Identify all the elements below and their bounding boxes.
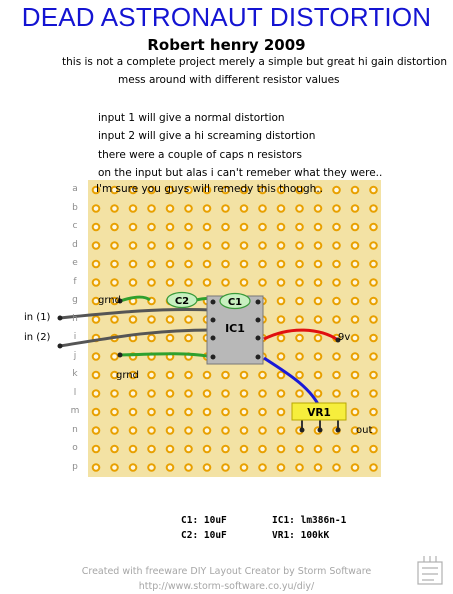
board-pad (93, 390, 100, 397)
board-pad (185, 242, 192, 249)
board-pad (130, 390, 137, 397)
parts-list-vr1: VR1: 100kK (272, 530, 330, 541)
board-pad (241, 261, 248, 268)
board-pad (148, 316, 155, 323)
board-pad (204, 205, 211, 212)
row-label-p: p (72, 461, 78, 472)
board-pad (333, 187, 340, 194)
board-pad (167, 427, 174, 434)
vr1-pin-1 (300, 428, 305, 433)
board-pad (204, 242, 211, 249)
ic-pin-5 (256, 355, 261, 360)
board-pad (222, 279, 229, 286)
board-pad (278, 372, 285, 379)
input1-terminal (58, 316, 63, 321)
board-pad (333, 279, 340, 286)
board-pad (111, 390, 118, 397)
board-pad (296, 316, 303, 323)
board-pad (93, 446, 100, 453)
board-pad (278, 353, 285, 360)
row-label-h: h (72, 313, 78, 324)
board-pad (130, 205, 137, 212)
board-pad (111, 427, 118, 434)
board-pad (167, 464, 174, 471)
board-pad (222, 446, 229, 453)
board-pad (370, 446, 377, 453)
board-pad (167, 316, 174, 323)
board-pad (296, 335, 303, 342)
vr1-pin-3 (336, 428, 341, 433)
board-pad (315, 224, 322, 231)
board-pad (222, 242, 229, 249)
ground-label-top: grnd (98, 295, 121, 306)
board-pad (185, 224, 192, 231)
board-pad (352, 335, 359, 342)
board-pad (111, 353, 118, 360)
board-pad (241, 464, 248, 471)
board-pad (315, 446, 322, 453)
board-pad (130, 409, 137, 416)
board-pad (333, 261, 340, 268)
board-pad (93, 279, 100, 286)
ic-pin-7 (256, 318, 261, 323)
board-pad (296, 390, 303, 397)
board-pad (111, 446, 118, 453)
board-pad (278, 335, 285, 342)
board-pad (204, 427, 211, 434)
board-pad (278, 446, 285, 453)
board-pad (259, 372, 266, 379)
board-pad (167, 224, 174, 231)
board-pad (185, 261, 192, 268)
row-label-o: o (72, 443, 78, 453)
board-pad (148, 335, 155, 342)
row-label-l: l (73, 387, 77, 398)
board-pad (370, 409, 377, 416)
ic1-label: IC1 (225, 322, 245, 335)
board-pad (370, 224, 377, 231)
row-label-e: e (72, 258, 78, 268)
board-pad (370, 242, 377, 249)
board-pad (278, 205, 285, 212)
board-pad (259, 390, 266, 397)
board-pad (296, 242, 303, 249)
board-pad (222, 427, 229, 434)
board-pad (333, 242, 340, 249)
board-pad (222, 261, 229, 268)
board-pad (370, 316, 377, 323)
board-pad (222, 390, 229, 397)
board-pad (93, 464, 100, 471)
board-pad (222, 409, 229, 416)
board-pad (278, 409, 285, 416)
row-label-m: m (70, 406, 80, 416)
board-pad (185, 335, 192, 342)
board-pad (370, 279, 377, 286)
board-pad (352, 446, 359, 453)
output-label: out (356, 425, 373, 436)
board-pad (167, 205, 174, 212)
board-pad (352, 353, 359, 360)
board-pad (370, 372, 377, 379)
board-pad (278, 316, 285, 323)
board-pad (296, 261, 303, 268)
board-pad (259, 242, 266, 249)
board-pad (259, 427, 266, 434)
board-pad (111, 316, 118, 323)
board-pad (148, 242, 155, 249)
board-pad (222, 464, 229, 471)
parts-list-c2: C2: 10uF (181, 530, 227, 541)
board-pad (278, 464, 285, 471)
board-pad (185, 316, 192, 323)
board-pad (167, 279, 174, 286)
board-pad (185, 279, 192, 286)
board-pad (204, 409, 211, 416)
board-pad (352, 187, 359, 194)
input1-label: in (1) (24, 312, 51, 323)
board-pad (148, 446, 155, 453)
board-pad (370, 335, 377, 342)
board-pad (148, 464, 155, 471)
board-pad (315, 390, 322, 397)
board-pad (241, 446, 248, 453)
board-pad (204, 446, 211, 453)
board-pad (315, 353, 322, 360)
board-pad (185, 446, 192, 453)
board-pad (315, 205, 322, 212)
board-pad (93, 353, 100, 360)
board-pad (185, 409, 192, 416)
board-pad (185, 372, 192, 379)
note-line-4: input 2 will give a hi screaming distortion (98, 130, 316, 142)
board-pad (315, 298, 322, 305)
board-pad (222, 372, 229, 379)
board-pad (315, 279, 322, 286)
ground-bottom-terminal (118, 353, 123, 358)
board-pad (352, 242, 359, 249)
board-pad (148, 205, 155, 212)
board-pad (278, 224, 285, 231)
page-title: DEAD ASTRONAUT DISTORTION (21, 2, 432, 32)
c2-label: C2 (174, 296, 190, 307)
board-pad (167, 409, 174, 416)
board-pad (333, 353, 340, 360)
board-pad (333, 390, 340, 397)
board-pad (93, 372, 100, 379)
board-pad (296, 298, 303, 305)
board-pad (370, 353, 377, 360)
c1-label: C1 (227, 297, 243, 308)
board-pad (241, 372, 248, 379)
board-pad (278, 298, 285, 305)
board-pad (148, 372, 155, 379)
note-line-5: there were a couple of caps n resistors (98, 149, 302, 161)
board-pad (352, 261, 359, 268)
board-pad (204, 279, 211, 286)
board-pad (185, 427, 192, 434)
board-pad (315, 261, 322, 268)
board-pad (93, 242, 100, 249)
board-pad (352, 316, 359, 323)
board-pad (241, 224, 248, 231)
board-pad (352, 372, 359, 379)
input2-label: in (2) (24, 332, 51, 343)
vr1-pin-2 (318, 428, 323, 433)
board-pad (204, 224, 211, 231)
board-pad (370, 187, 377, 194)
board-pad (333, 298, 340, 305)
board-pad (278, 261, 285, 268)
row-label-f: f (73, 276, 77, 287)
board-pad (278, 242, 285, 249)
board-pad (259, 464, 266, 471)
board-pad (333, 446, 340, 453)
parts-list-c1: C1: 10uF (181, 515, 227, 526)
board-pad (352, 205, 359, 212)
note-line-7: I'm sure you guys will remedy this though.. (96, 183, 324, 195)
board-pad (352, 224, 359, 231)
board-pad (370, 298, 377, 305)
input2-terminal (58, 344, 63, 349)
row-label-d: d (72, 239, 78, 250)
board-pad (204, 261, 211, 268)
board-pad (93, 224, 100, 231)
board-pad (148, 390, 155, 397)
board-pad (148, 261, 155, 268)
board-pad (130, 224, 137, 231)
power-label: 9v (338, 332, 351, 343)
ic-pin-1 (211, 300, 216, 305)
ground-label-bottom: grnd (116, 370, 139, 381)
board-pad (204, 372, 211, 379)
parts-list-ic1: IC1: lm386n-1 (272, 515, 347, 526)
board-pad (241, 409, 248, 416)
board-pad (241, 427, 248, 434)
board-pad (259, 446, 266, 453)
ic-pin-8 (256, 300, 261, 305)
board-pad (241, 242, 248, 249)
board-pad (352, 464, 359, 471)
board-pad (315, 316, 322, 323)
board-pad (296, 205, 303, 212)
board-pad (296, 224, 303, 231)
note-line-2: mess around with different resistor values (118, 74, 340, 86)
board-pad (167, 261, 174, 268)
board-pad (370, 261, 377, 268)
board-pad (259, 224, 266, 231)
board-pad (130, 279, 137, 286)
board-pad (241, 205, 248, 212)
board-pad (93, 261, 100, 268)
board-pad (352, 409, 359, 416)
ic-pin-3 (211, 336, 216, 341)
board-pad (111, 205, 118, 212)
row-label-n: n (72, 424, 78, 435)
row-label-a: a (72, 184, 78, 194)
board-pad (333, 372, 340, 379)
board-pad (148, 427, 155, 434)
board-pad (296, 372, 303, 379)
board-pad (333, 205, 340, 212)
row-label-c: c (72, 221, 78, 231)
board-pad (315, 372, 322, 379)
board-pad (185, 205, 192, 212)
board-pad (111, 224, 118, 231)
board-pad (185, 390, 192, 397)
board-pad (352, 298, 359, 305)
row-label-b: b (72, 202, 78, 213)
board-pad (315, 242, 322, 249)
board-pad (130, 242, 137, 249)
ic-pin-6 (256, 336, 261, 341)
board-pad (93, 316, 100, 323)
board-pad (370, 390, 377, 397)
board-pad (130, 464, 137, 471)
board-pad (333, 464, 340, 471)
board-pad (296, 446, 303, 453)
board-pad (259, 205, 266, 212)
board-pad (241, 390, 248, 397)
board-pad (333, 224, 340, 231)
board-pad (315, 335, 322, 342)
board-pad (278, 427, 285, 434)
note-line-6: on the input but alas i can't remeber what they were.. (98, 167, 383, 179)
vr1-label: VR1 (307, 407, 331, 419)
footer-credit: Created with freeware DIY Layout Creator by Storm Software (81, 566, 372, 577)
board-pad (130, 261, 137, 268)
board-pad (204, 464, 211, 471)
board-pad (111, 279, 118, 286)
board-pad (111, 242, 118, 249)
ic-pin-4 (211, 355, 216, 360)
board-pad (296, 464, 303, 471)
ic-pin-2 (211, 318, 216, 323)
author-subtitle: Robert henry 2009 (147, 36, 306, 54)
board-pad (370, 205, 377, 212)
board-pad (278, 279, 285, 286)
board-pad (148, 409, 155, 416)
board-pad (259, 261, 266, 268)
board-pad (259, 279, 266, 286)
board-pad (296, 353, 303, 360)
footer-url[interactable]: http://www.storm-software.co.yu/diy/ (138, 581, 315, 592)
board-pad (148, 279, 155, 286)
board-pad (111, 464, 118, 471)
row-label-k: k (72, 369, 78, 379)
board-pad (111, 409, 118, 416)
note-line-1: this is not a complete project merely a simple but great hi gain distortion (62, 56, 447, 68)
board-pad (167, 335, 174, 342)
board-pad (93, 427, 100, 434)
board-pad (315, 464, 322, 471)
board-pad (111, 261, 118, 268)
board-pad (259, 409, 266, 416)
board-pad (130, 316, 137, 323)
board-pad (93, 205, 100, 212)
board-pad (185, 464, 192, 471)
board-pad (167, 242, 174, 249)
board-pad (222, 224, 229, 231)
board-pad (130, 446, 137, 453)
board-pad (148, 224, 155, 231)
row-label-i: i (73, 332, 77, 342)
board-pad (93, 409, 100, 416)
note-line-3: input 1 will give a normal distortion (98, 112, 285, 124)
board-pad (278, 390, 285, 397)
board-pad (352, 279, 359, 286)
board-pad (370, 464, 377, 471)
board-pad (167, 390, 174, 397)
row-label-g: g (72, 295, 78, 305)
row-label-j: j (73, 350, 77, 361)
board-pad (167, 446, 174, 453)
board-pad (222, 205, 229, 212)
board-pad (167, 372, 174, 379)
board-pad (241, 279, 248, 286)
board-pad (333, 316, 340, 323)
board-pad (352, 390, 359, 397)
board-pad (130, 427, 137, 434)
board-pad (296, 279, 303, 286)
board-pad (204, 390, 211, 397)
